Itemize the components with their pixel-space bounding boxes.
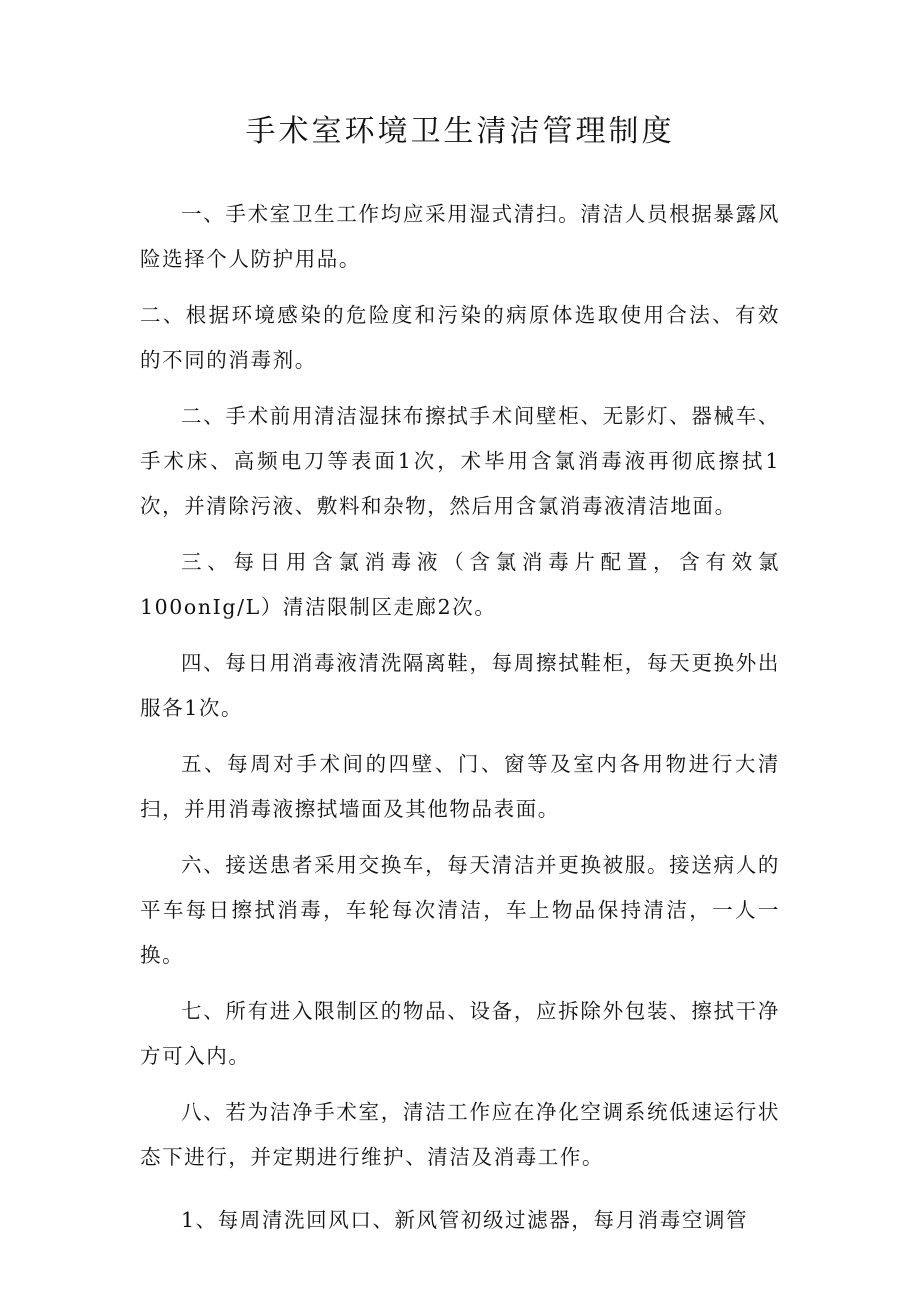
paragraph-10: 1、每周清洗回风口、新风管初级过滤器，每月消毒空调管: [181, 1208, 749, 1232]
paragraph-1: 一、手术室卫生工作均应采用湿式清扫。清洁人员根据暴露风险选择个人防护用品。: [140, 202, 780, 271]
paragraph-4: 三、每日用含氯消毒液（含氯消毒片配置，含有效氯100onIg/L）清洁限制区走廊2次。: [140, 550, 780, 619]
paragraph-7: 六、接送患者采用交换车，每天清洁并更换被服。接送病人的平车每日擦拭消毒，车轮每次清洁，车上物品保持清洁，一人一换。: [140, 853, 780, 967]
paragraph-2: 二、根据环境感染的危险度和污染的病原体选取使用合法、有效的不同的消毒剂。: [140, 303, 780, 372]
paragraph-9: 八、若为洁净手术室，清洁工作应在净化空调系统低速运行状态下进行，并定期进行维护、清洁及消毒工作。: [140, 1100, 780, 1169]
paragraph-8: 七、所有进入限制区的物品、设备，应拆除外包装、擦拭干净方可入内。: [140, 999, 780, 1068]
paragraph-6: 五、每周对手术间的四壁、门、窗等及室内各用物进行大清扫，并用消毒液擦拭墙面及其他物品表面。: [140, 752, 780, 821]
paragraph-3: 二、手术前用清洁湿抹布擦拭手术间壁柜、无影灯、器械车、手术床、高频电刀等表面1次，术毕用含氯消毒液再彻底擦拭1次，并清除污液、敷料和杂物，然后用含氯消毒液清洁地面。: [140, 404, 780, 518]
document-title: 手术室环境卫生清洁管理制度: [245, 114, 675, 149]
document-body: [140, 192, 780, 1254]
paragraph-5: 四、每日用消毒液清洗隔离鞋，每周擦拭鞋柜，每天更换外出服各1次。: [140, 651, 780, 720]
